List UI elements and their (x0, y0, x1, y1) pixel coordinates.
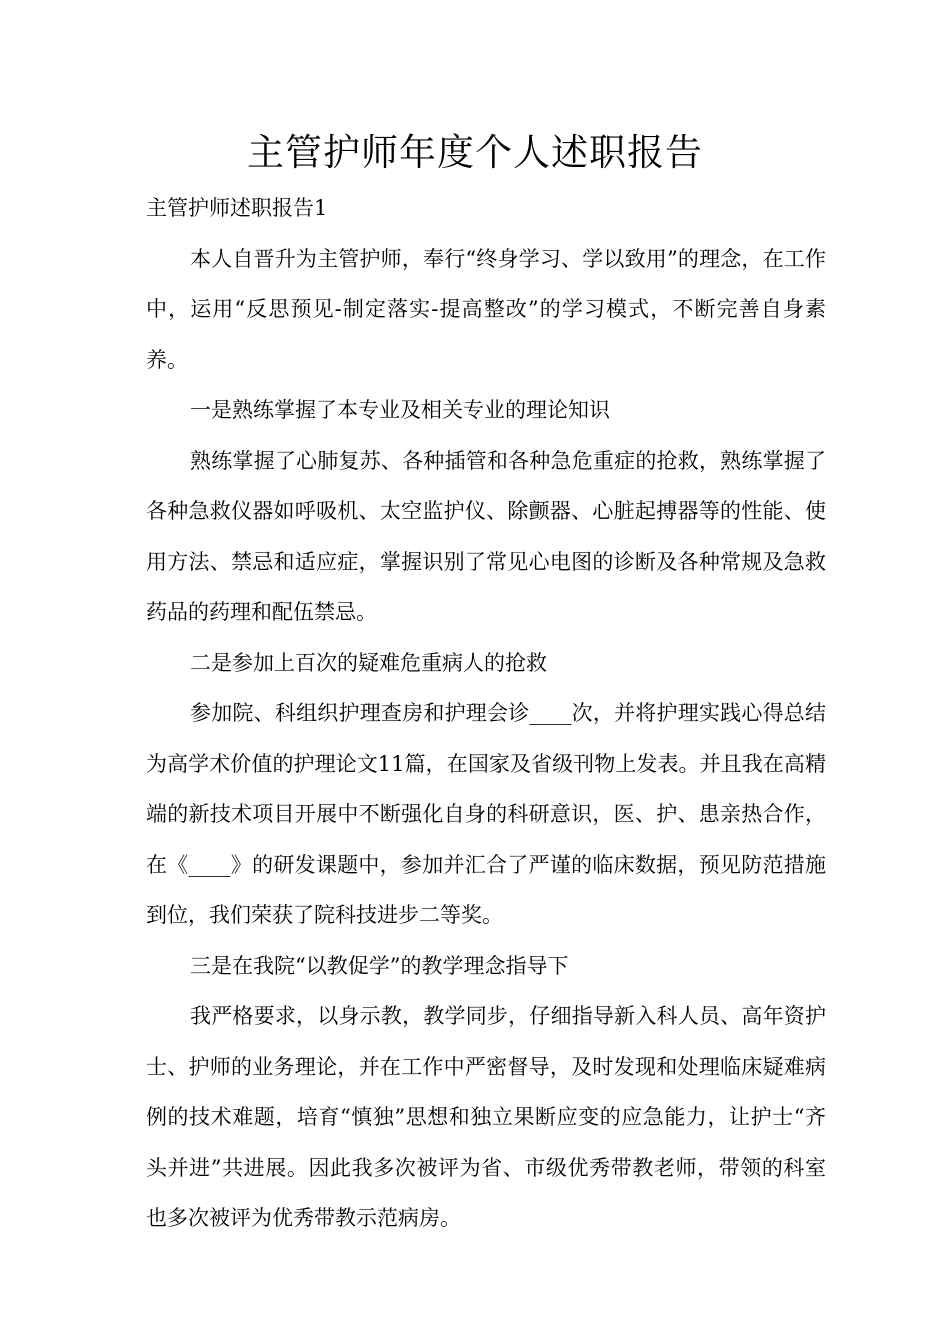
section-heading-2: 二是参加上百次的疑难危重病人的抢救 (190, 650, 547, 675)
document-body (146, 183, 826, 1244)
document-subtitle: 主管护师述职报告1 (146, 196, 328, 220)
paragraph-intro: 本人自晋升为主管护师，奉行“终身学习、学以致用”的理念，在工作中，运用“反思预见-制定落实-提高整改”的学习模式，不断完善自身素养。 (146, 246, 826, 372)
section-heading-1: 一是熟练掌握了本专业及相关专业的理论知识 (190, 398, 610, 422)
section-heading-3: 三是在我院“以教促学”的教学理念指导下 (190, 953, 569, 978)
paragraph-1: 熟练掌握了心肺复苏、各种插管和各种急危重症的抢救，熟练掌握了各种急救仪器如呼吸机、太空监护仪、除颤器、心脏起搏器等的性能、使用方法、禁忌和适应症，掌握识别了常见心电图的诊断及各种常规及急救药品的药理和配伍禁忌。 (146, 448, 826, 624)
paragraph-3: 我严格要求，以身示教，教学同步，仔细指导新入科人员、高年资护士、护师的业务理论，并在工作中严密督导，及时发现和处理临床疑难病例的技术难题，培育“慎独”思想和独立果断应变的应急能力，让护士“齐头并进”共进展。因此我多次被评为省、市级优秀带教老师，带领的科室也多次被评为优秀带教示范病房。 (146, 1004, 826, 1230)
paragraph-2: 参加院、科组织护理查房和护理会诊____次，并将护理实践心得总结为高学术价值的护理论文11篇，在国家及省级刊物上发表。并且我在高精端的新技术项目开展中不断强化自身的科研意识，医、护、患亲热合作，在《____》的研发课题中，参加并汇合了严谨的临床数据，预见防范措施到位，我们荣获了院科技进步二等奖。 (146, 701, 826, 927)
document-title: 主管护师年度个人述职报告 (247, 131, 703, 174)
